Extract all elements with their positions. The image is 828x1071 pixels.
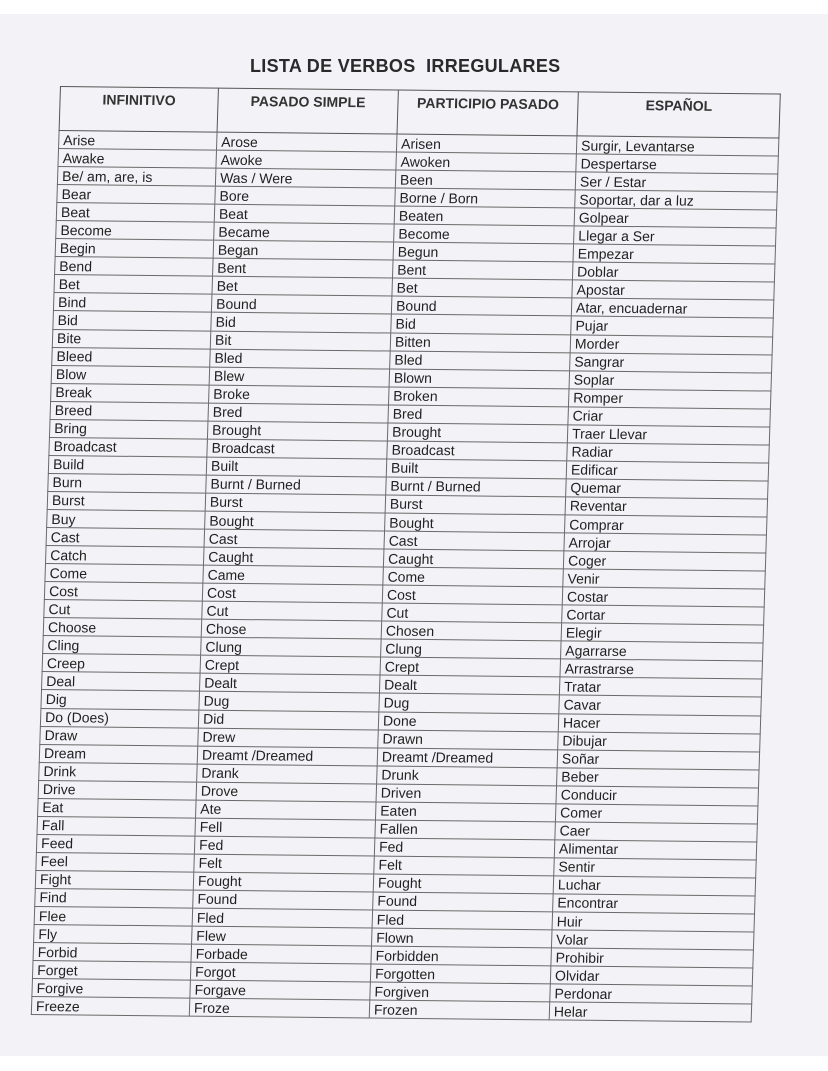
participio-cell: Flown (371, 928, 552, 948)
pasado-simple-cell: Fed (194, 836, 375, 856)
pasado-simple-cell: Drank (197, 764, 378, 784)
infinitivo-cell: Cast (46, 528, 205, 548)
pasado-simple-cell: Awoke (216, 150, 397, 170)
header-pasado-simple: PASADO SIMPLE (217, 88, 398, 134)
infinitivo-cell: Dig (41, 690, 200, 710)
espanol-cell: Atar, encuadernar (571, 298, 774, 318)
espanol-cell: Conducir (556, 786, 759, 806)
espanol-cell: Agarrarse (561, 641, 764, 661)
participio-cell: Drunk (377, 766, 558, 786)
infinitivo-cell: Buy (47, 509, 206, 529)
infinitivo-cell: Bear (57, 185, 216, 205)
espanol-cell: Reventar (565, 497, 768, 517)
participio-cell: Fought (373, 874, 554, 894)
espanol-cell: Tratar (559, 677, 762, 697)
document-page (0, 14, 828, 1056)
pasado-simple-cell: Ate (196, 800, 377, 820)
pasado-simple-cell: Bid (211, 313, 392, 333)
pasado-simple-cell: Burst (205, 493, 386, 513)
espanol-cell: Pujar (571, 316, 774, 336)
infinitivo-cell: Become (56, 221, 215, 241)
pasado-simple-cell: Drew (198, 728, 379, 748)
pasado-simple-cell: Broadcast (207, 439, 388, 459)
participio-cell: Arisen (396, 134, 577, 154)
infinitivo-cell: Burst (47, 491, 206, 511)
infinitivo-cell: Bet (54, 275, 213, 295)
espanol-cell: Costar (562, 587, 765, 607)
espanol-cell: Arrojar (564, 533, 767, 553)
espanol-cell: Dibujar (558, 731, 761, 751)
infinitivo-cell: Choose (43, 618, 202, 638)
infinitivo-cell: Awake (58, 149, 217, 169)
infinitivo-cell: Broadcast (49, 437, 208, 457)
pasado-simple-cell: Bent (213, 258, 394, 278)
table-header-row (59, 87, 780, 139)
infinitivo-cell: Come (45, 564, 204, 584)
infinitivo-cell: Fall (37, 816, 196, 836)
participio-cell: Chosen (381, 621, 562, 641)
participio-cell: Come (383, 567, 564, 587)
infinitivo-cell: Bid (53, 311, 212, 331)
espanol-cell: Alimentar (554, 840, 757, 860)
infinitivo-cell: Freeze (31, 997, 190, 1017)
pasado-simple-cell: Arose (216, 132, 397, 152)
participio-cell: Broadcast (387, 441, 568, 461)
participio-cell: Bid (391, 315, 572, 335)
participio-cell: Done (378, 712, 559, 732)
espanol-cell: Golpear (574, 208, 777, 228)
pasado-simple-cell: Burnt / Burned (206, 475, 387, 495)
pasado-simple-cell: Forgot (190, 962, 371, 982)
espanol-cell: Caer (555, 822, 758, 842)
infinitivo-cell: Build (48, 455, 207, 475)
espanol-cell: Criar (568, 407, 771, 427)
infinitivo-cell: Cut (44, 600, 203, 620)
espanol-cell: Elegir (561, 623, 764, 643)
participio-cell: Bred (388, 405, 569, 425)
participio-cell: Dealt (379, 675, 560, 695)
infinitivo-cell: Begin (55, 239, 214, 259)
infinitivo-cell: Flee (34, 906, 193, 926)
espanol-cell: Comer (555, 804, 758, 824)
infinitivo-cell: Creep (42, 654, 201, 674)
infinitivo-cell: Break (51, 383, 210, 403)
pasado-simple-cell: Came (203, 565, 384, 585)
espanol-cell: Edificar (566, 461, 769, 481)
participio-cell: Driven (376, 784, 557, 804)
header-espanol: ESPAÑOL (577, 92, 780, 138)
infinitivo-cell: Arise (59, 131, 218, 151)
pasado-simple-cell: Began (213, 240, 394, 260)
header-participio-pasado: PARTICIPIO PASADO (397, 90, 578, 136)
participio-cell: Dreamt /Dreamed (377, 748, 558, 768)
espanol-cell: Soñar (557, 749, 760, 769)
infinitivo-cell: Dream (39, 744, 198, 764)
pasado-simple-cell: Bit (210, 331, 391, 351)
espanol-cell: Luchar (553, 876, 756, 896)
pasado-simple-cell: Was / Were (215, 168, 396, 188)
participio-cell: Cast (384, 531, 565, 551)
infinitivo-cell: Catch (45, 546, 204, 566)
infinitivo-cell: Bite (52, 329, 211, 349)
participio-cell: Forgotten (370, 964, 551, 984)
infinitivo-cell: Feel (36, 852, 195, 872)
pasado-simple-cell: Flew (192, 926, 373, 946)
participio-cell: Felt (374, 856, 555, 876)
pasado-simple-cell: Built (206, 457, 387, 477)
pasado-simple-cell: Drove (196, 782, 377, 802)
pasado-simple-cell: Chose (201, 619, 382, 639)
infinitivo-cell: Find (35, 888, 194, 908)
pasado-simple-cell: Brought (207, 421, 388, 441)
infinitivo-cell: Feed (36, 834, 195, 854)
pasado-simple-cell: Felt (194, 854, 375, 874)
participio-cell: Burst (385, 495, 566, 515)
espanol-cell: Romper (568, 389, 771, 409)
infinitivo-cell: Forget (32, 961, 191, 981)
infinitivo-cell: Fight (35, 870, 194, 890)
infinitivo-cell: Breed (50, 401, 209, 421)
pasado-simple-cell: Crept (200, 655, 381, 675)
espanol-cell: Quemar (566, 479, 769, 499)
espanol-cell: Morder (570, 334, 773, 354)
participio-cell: Fallen (375, 820, 556, 840)
pasado-simple-cell: Cast (204, 529, 385, 549)
pasado-simple-cell: Found (193, 890, 374, 910)
participio-cell: Bet (392, 278, 573, 298)
verb-table-container (30, 86, 790, 1044)
pasado-simple-cell: Forgave (190, 980, 371, 1000)
participio-cell: Frozen (369, 1000, 550, 1020)
espanol-cell: Huir (552, 912, 755, 932)
espanol-cell: Sentir (554, 858, 757, 878)
espanol-cell: Sangrar (570, 352, 773, 372)
espanol-cell: Prohibir (551, 948, 754, 968)
participio-cell: Fed (374, 838, 555, 858)
participio-cell: Forbidden (371, 946, 552, 966)
infinitivo-cell: Forbid (33, 943, 192, 963)
table-body (31, 131, 779, 1023)
pasado-simple-cell: Bound (211, 295, 392, 315)
espanol-cell: Llegar a Ser (574, 226, 777, 246)
pasado-simple-cell: Bled (210, 349, 391, 369)
espanol-cell: Surgir, Levantarse (576, 136, 779, 156)
participio-cell: Bound (391, 296, 572, 316)
espanol-cell: Soplar (569, 371, 772, 391)
infinitivo-cell: Cost (44, 582, 203, 602)
pasado-simple-cell: Beat (214, 204, 395, 224)
participio-cell: Bought (385, 513, 566, 533)
participio-cell: Eaten (375, 802, 556, 822)
espanol-cell: Arrastrarse (560, 659, 763, 679)
infinitivo-cell: Drink (39, 762, 198, 782)
infinitivo-cell: Drive (38, 780, 197, 800)
pasado-simple-cell: Broke (209, 385, 390, 405)
pasado-simple-cell: Blew (209, 367, 390, 387)
pasado-simple-cell: Fled (192, 908, 373, 928)
espanol-cell: Olvidar (550, 966, 753, 986)
participio-cell: Cut (382, 603, 563, 623)
pasado-simple-cell: Did (198, 710, 379, 730)
participio-cell: Cost (382, 585, 563, 605)
pasado-simple-cell: Forbade (191, 944, 372, 964)
espanol-cell: Empezar (573, 244, 776, 264)
espanol-cell: Venir (563, 569, 766, 589)
pasado-simple-cell: Froze (189, 998, 370, 1018)
infinitivo-cell: Fly (34, 925, 193, 945)
participio-cell: Been (395, 170, 576, 190)
participio-cell: Brought (387, 423, 568, 443)
espanol-cell: Helar (549, 1002, 752, 1022)
espanol-cell: Beber (557, 768, 760, 788)
participio-cell: Caught (383, 549, 564, 569)
participio-cell: Broken (389, 387, 570, 407)
espanol-cell: Cavar (559, 695, 762, 715)
infinitivo-cell: Forgive (32, 979, 191, 999)
infinitivo-cell: Bind (53, 293, 212, 313)
participio-cell: Bent (392, 260, 573, 280)
espanol-cell: Comprar (564, 515, 767, 535)
infinitivo-cell: Bring (49, 419, 208, 439)
espanol-cell: Soportar, dar a luz (575, 190, 778, 210)
infinitivo-cell: Bend (55, 257, 214, 277)
infinitivo-cell: Bleed (52, 347, 211, 367)
espanol-cell: Ser / Estar (575, 172, 778, 192)
espanol-cell: Traer Llevar (567, 425, 770, 445)
pasado-simple-cell: Bore (215, 186, 396, 206)
infinitivo-cell: Be/ am, are, is (57, 167, 216, 187)
header-infinitivo: INFINITIVO (59, 87, 218, 133)
pasado-simple-cell: Cut (202, 601, 383, 621)
pasado-simple-cell: Fought (193, 872, 374, 892)
espanol-cell: Coger (563, 551, 766, 571)
pasado-simple-cell: Bought (205, 511, 386, 531)
espanol-cell: Radiar (567, 443, 770, 463)
pasado-simple-cell: Dug (199, 692, 380, 712)
participio-cell: Blown (389, 369, 570, 389)
infinitivo-cell: Do (Does) (40, 708, 199, 728)
pasado-simple-cell: Dreamt /Dreamed (197, 746, 378, 766)
pasado-simple-cell: Cost (202, 583, 383, 603)
participio-cell: Awoken (396, 152, 577, 172)
participio-cell: Drawn (378, 730, 559, 750)
espanol-cell: Encontrar (553, 894, 756, 914)
espanol-cell: Doblar (572, 262, 775, 282)
participio-cell: Built (386, 459, 567, 479)
espanol-cell: Apostar (572, 280, 775, 300)
espanol-cell: Hacer (558, 713, 761, 733)
pasado-simple-cell: Bet (212, 277, 393, 297)
participio-cell: Beaten (394, 206, 575, 226)
infinitivo-cell: Blow (51, 365, 210, 385)
participio-cell: Crept (380, 657, 561, 677)
infinitivo-cell: Beat (56, 203, 215, 223)
espanol-cell: Volar (551, 930, 754, 950)
pasado-simple-cell: Dealt (199, 674, 380, 694)
infinitivo-cell: Cling (43, 636, 202, 656)
participio-cell: Fled (372, 910, 553, 930)
pasado-simple-cell: Became (214, 222, 395, 242)
participio-cell: Dug (379, 693, 560, 713)
participio-cell: Become (394, 224, 575, 244)
participio-cell: Forgiven (370, 982, 551, 1002)
participio-cell: Burnt / Burned (386, 477, 567, 497)
participio-cell: Bled (390, 351, 571, 371)
espanol-cell: Cortar (562, 605, 765, 625)
participio-cell: Clung (381, 639, 562, 659)
espanol-cell: Perdonar (550, 984, 753, 1004)
infinitivo-cell: Deal (42, 672, 201, 692)
participio-cell: Begun (393, 242, 574, 262)
pasado-simple-cell: Bred (208, 403, 389, 423)
participio-cell: Borne / Born (395, 188, 576, 208)
document-title: LISTA DE VERBOS IRREGULARES (250, 56, 561, 76)
pasado-simple-cell: Fell (195, 818, 376, 838)
verb-table (31, 86, 781, 1023)
infinitivo-cell: Burn (48, 473, 207, 493)
pasado-simple-cell: Caught (203, 547, 384, 567)
participio-cell: Bitten (390, 333, 571, 353)
participio-cell: Found (373, 892, 554, 912)
espanol-cell: Despertarse (576, 154, 779, 174)
infinitivo-cell: Draw (40, 726, 199, 746)
infinitivo-cell: Eat (38, 798, 197, 818)
pasado-simple-cell: Clung (201, 637, 382, 657)
